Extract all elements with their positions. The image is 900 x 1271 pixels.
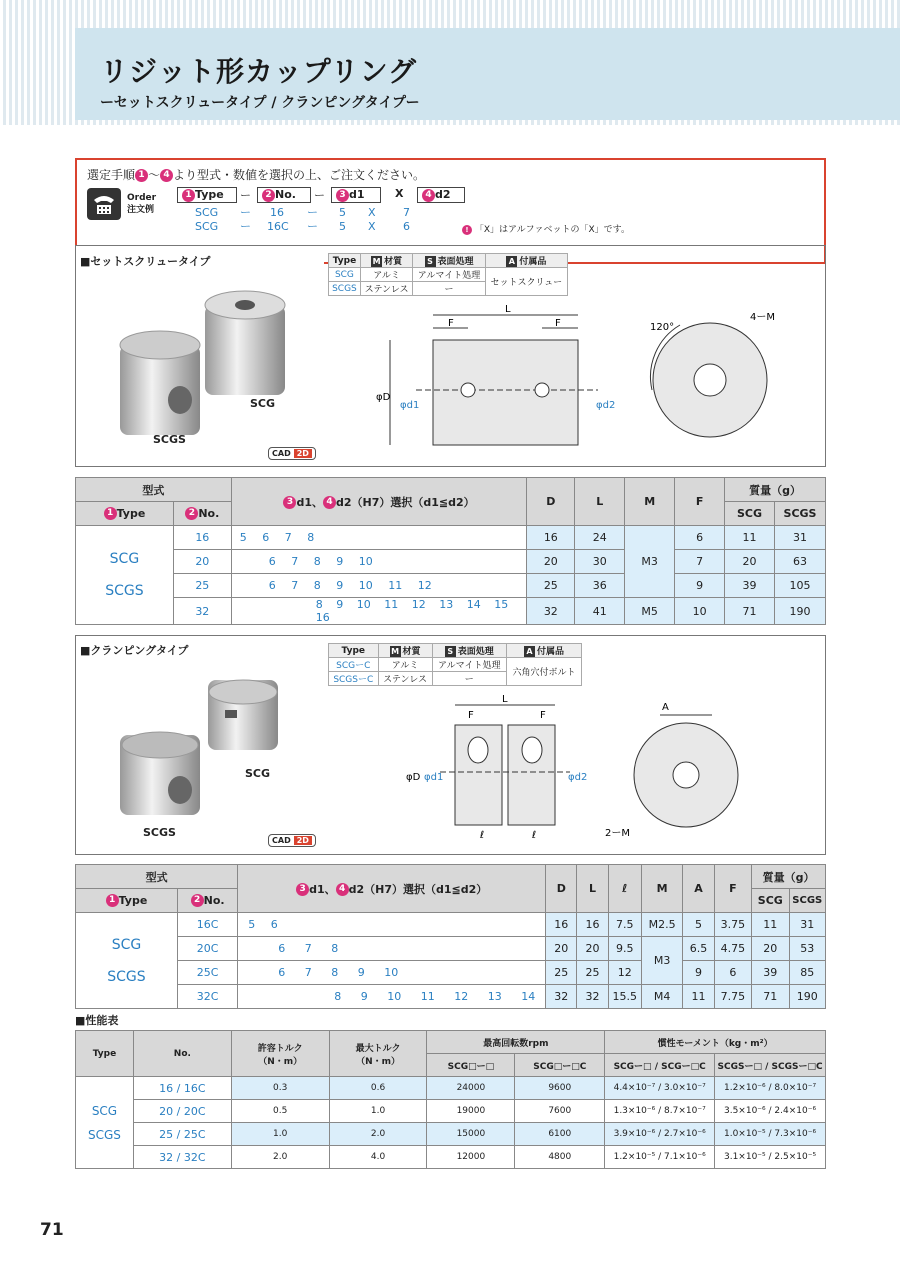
svg-text:2ーM: 2ーM [605,828,630,839]
page-number: 71 [40,1220,64,1240]
table-row: 20 6 7 8 9 10 20 30 7 20 63 [76,550,826,574]
clamp-cad-badge[interactable]: CAD 2D [268,834,316,847]
svg-text:φD: φD [376,392,391,403]
table-row: 32 / 32C 2.0 4.0 12000 4800 1.2×10⁻⁵ / 7.1×10⁻⁶ 3.1×10⁻⁵ / 2.5×10⁻⁵ [76,1146,826,1169]
photo-label-scg: SCG [250,397,276,410]
svg-text:F: F [540,710,546,721]
svg-text:φd1: φd1 [400,400,420,411]
svg-text:A: A [662,702,669,713]
performance-table: Type No. 許容トルク （N・m） 最大トルク （N・m） 最高回転数rpm 慣性モーメント（kg・m²） SCG□ー□ SCG□ー□C SCGー□ / SCGー□C SCGSー□ / SCGSー□C SCG SCGS 16 / 16C 0.3 0.6 24000 9600 4.4×10⁻⁷ / 3.0×10⁻⁷ 1.2×10⁻⁶ / 8.0×10⁻⁷ 20 / 20C 0.5 1.0 19000 7600 1.3×10⁻⁶ / 8.7×10⁻⁷ 3.5×10⁻⁶ / 2.4×10⁻⁶ 25 / 25C 1.0 2.0 15000 6100 3.9×10⁻⁶ / 2.7×10⁻⁶ 1.0×10⁻⁵ / 7.3×10⁻⁶ 32 / 32C 2.0 4.0 12000 4800 1.2×10⁻⁵ / 7.1×10⁻⁶ 3.1×10⁻⁵ / 2.5×10⁻⁵ [75,1030,826,1169]
svg-text:ℓ: ℓ [532,830,537,841]
table-row: 25 6 7 8 9 10 11 12 25 36 9 39 105 [76,574,826,598]
clamping-photo [100,670,310,840]
clamp-photo-label-scgs: SCGS [143,826,176,839]
clamping-spec-table: Type M 材質 S 表面処理 A 付属品 SCGーC アルミ アルマイト処理 六角穴付ボルト SCGSーC ステンレス ー [328,643,582,686]
clamp-photo-label-scg: SCG [245,767,271,780]
page-subtitle: ーセットスクリュータイプ / クランピングタイプー [100,95,420,111]
svg-text:φd2: φd2 [596,400,616,411]
table-row: 32C 8 9 10 11 12 13 14 32 32 15.5 M4 11 7.75 71 190 [76,985,826,1009]
table-row: SCG SCGS 16 5 6 7 8 16 24 M3 6 11 31 [76,526,826,550]
order-example-rows: SCG ー 16 ー 5 X 7 SCG ー 16C ー 5 X 6 [195,206,410,233]
step-type-box: 1 Type [177,187,237,203]
clamping-dim-table: 型式 3 d1、 4 d2（H7）選択（d1≦d2） D L ℓ M A F 質量（g） 1 Type 2 No. SCG SCGS SCG SCGS 16C 5 6 16 16 7.5 M2.5 5 3.75 11 31 20C 6 7 8 20 20 9.5 M3 6.5 4.75 20 53 25C 6 7 8 9 10 25 25 12 9 6 39 85 32C 8 9 10 11 12 13 14 32 32 15.5 M4 11 7.75 71 190 [75,864,826,1009]
step-no-box: 2 No. [257,187,311,203]
clamping-title: ■クランピングタイプ [80,644,189,657]
cad-badge[interactable]: CAD 2D [268,447,316,460]
table-row: 25C 6 7 8 9 10 25 25 12 9 6 39 85 [76,961,826,985]
photo-label-scgs: SCGS [153,433,186,446]
page-title: リジット形カップリング [100,55,418,88]
set-screw-title: ■セットスクリュータイプ [80,255,211,268]
table-row: 25 / 25C 1.0 2.0 15000 6100 3.9×10⁻⁶ / 2.7×10⁻⁶ 1.0×10⁻⁵ / 7.3×10⁻⁶ [76,1123,826,1146]
order-example-box: 選定手順 1 〜 4 より型式・数値を選択の上、ご注文ください。 Order 注文例 1 Type ー 2 No. ー 3 d1 X 4 d2 SCG ー 16 ー 5 X 7 SCG ー 16C ー 5 X 6 ! 「X」はアルファベットの「X」です。 [75,158,826,264]
step-d1-box: 3 d1 [331,187,381,203]
svg-text:φD: φD [406,772,421,783]
set-screw-drawing [370,300,790,460]
table-row: SCG SCGS 16C 5 6 16 16 7.5 M2.5 5 3.75 11 31 [76,913,826,937]
svg-text:φd2: φd2 [568,772,588,783]
svg-text:L: L [502,694,508,705]
table-row: SCG SCGS 16 / 16C 0.3 0.6 24000 9600 4.4×10⁻⁷ / 3.0×10⁻⁷ 1.2×10⁻⁶ / 8.0×10⁻⁷ [76,1077,826,1100]
set-screw-dim-table: 型式 3 d1、 4 d2（H7）選択（d1≦d2） D L M F 質量（g） 1 Type 2 No. SCG SCGS SCG SCGS 16 5 6 7 8 16 24 M3 6 11 31 20 6 7 8 9 10 20 30 7 20 63 25 6 7 8 9 10 11 12 25 36 9 39 105 32 8 9 10 11 12 13 14 15 16 32 41 M5 10 71 190 [75,477,826,625]
clamping-drawing [400,690,760,850]
svg-text:ℓ: ℓ [480,830,485,841]
svg-text:F: F [448,318,454,329]
set-screw-photo [100,280,310,450]
svg-text:120°: 120° [650,322,675,333]
svg-text:F: F [555,318,561,329]
svg-text:φd1: φd1 [424,772,444,783]
order-note: ! 「X」はアルファベットの「X」です。 [462,222,630,235]
performance-title: ■性能表 [75,1014,119,1027]
svg-text:4ーM: 4ーM [750,312,775,323]
svg-text:L: L [505,304,511,315]
set-screw-spec-table: Type M 材質 S 表面処理 A 付属品 SCG アルミ アルマイト処理 セットスクリュー SCGS ステンレス ー [328,253,568,296]
phone-icon [87,188,121,220]
order-label-en: Order [127,193,157,203]
svg-text:F: F [468,710,474,721]
step-d2-box: 4 d2 [417,187,465,203]
table-row: 20 / 20C 0.5 1.0 19000 7600 1.3×10⁻⁶ / 8.7×10⁻⁷ 3.5×10⁻⁶ / 2.4×10⁻⁶ [76,1100,826,1123]
table-row: 32 8 9 10 11 12 13 14 15 16 32 41 M5 10 71 190 [76,598,826,625]
table-row: 20C 6 7 8 20 20 9.5 M3 6.5 4.75 20 53 [76,937,826,961]
order-label-jp: 注文例 [127,205,155,215]
order-intro: 選定手順 1 〜 4 より型式・数値を選択の上、ご注文ください。 [87,168,426,182]
